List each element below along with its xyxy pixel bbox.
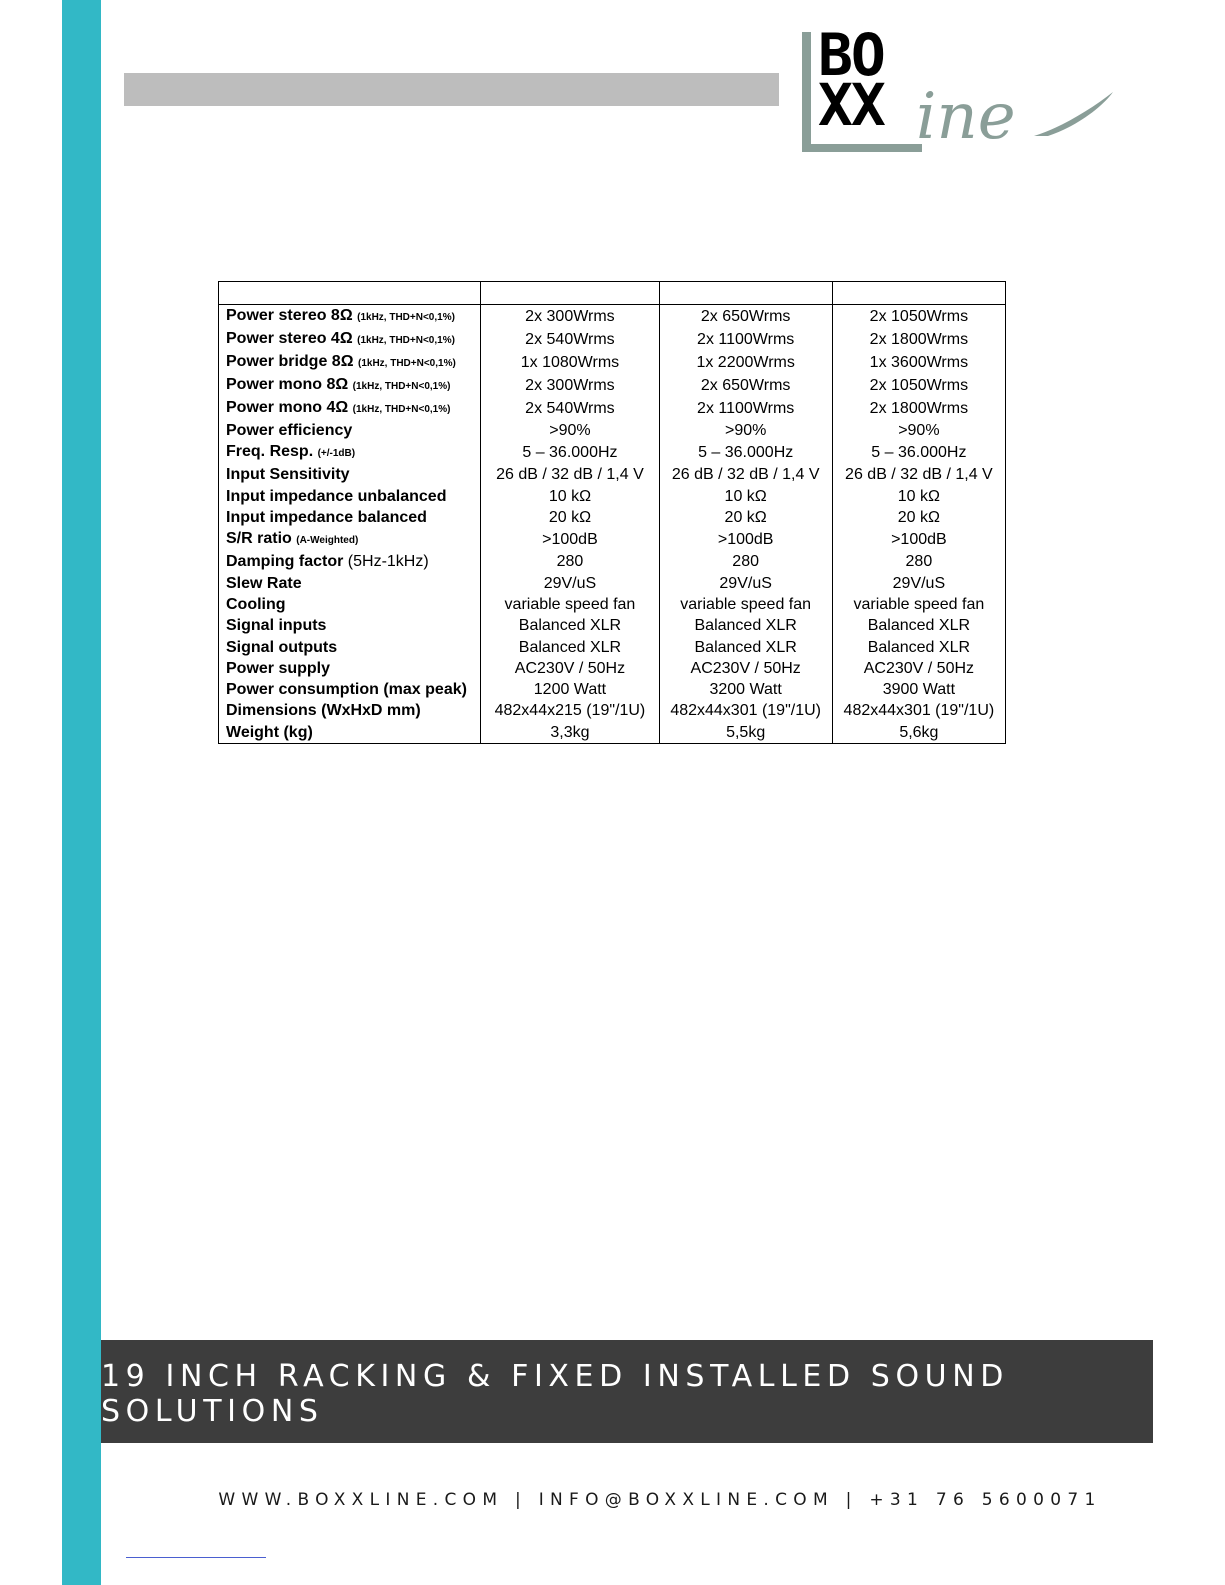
- spec-value: 1x 1080Wrms: [481, 351, 659, 374]
- spec-value: 2x 540Wrms: [481, 328, 659, 351]
- logo-line-2: XX: [818, 71, 884, 139]
- spec-note: (A-Weighted): [296, 535, 359, 547]
- spec-value: 26 dB / 32 dB / 1,4 V: [832, 464, 1005, 485]
- spec-value: 10 kΩ: [659, 486, 832, 507]
- spec-note: (5Hz-1kHz): [347, 553, 429, 571]
- spec-table: [218, 281, 1006, 744]
- spec-label: Weight (kg): [226, 723, 313, 741]
- table-row: [219, 722, 1006, 744]
- spec-label-cell: [219, 420, 481, 441]
- table-row: [219, 464, 1006, 485]
- spec-label: Power efficiency: [226, 422, 353, 440]
- table-row: [219, 328, 1006, 351]
- spec-label: Power mono 4Ω: [226, 399, 349, 416]
- table-row: [219, 572, 1006, 593]
- spec-label-cell: [219, 700, 481, 721]
- spec-value: 5 – 36.000Hz: [481, 441, 659, 464]
- spec-label-cell: [219, 551, 481, 572]
- table-row: [219, 679, 1006, 700]
- spec-value: 280: [832, 551, 1005, 572]
- table-row: [219, 507, 1006, 528]
- spec-value: AC230V / 50Hz: [832, 658, 1005, 679]
- spec-label: Power consumption (max peak): [226, 681, 467, 699]
- spec-value: 280: [659, 551, 832, 572]
- spec-label-cell: [219, 507, 481, 528]
- spec-label: Power stereo 4Ω: [226, 330, 353, 347]
- spec-label: Cooling: [226, 595, 286, 613]
- spec-value: >100dB: [659, 528, 832, 551]
- spec-value: Balanced XLR: [481, 636, 659, 657]
- footer-band: [101, 1340, 1153, 1443]
- spec-label: Freq. Resp.: [226, 443, 314, 461]
- table-row: [219, 551, 1006, 572]
- spec-label: Power supply: [226, 659, 331, 677]
- spec-label-cell: [219, 615, 481, 636]
- spec-note: (1kHz, THD+N<0,1%): [357, 312, 455, 323]
- spec-value: 2x 650Wrms: [659, 305, 832, 329]
- spec-value: 482x44x301 (19"/1U): [832, 700, 1005, 721]
- spec-value: 482x44x301 (19"/1U): [659, 700, 832, 721]
- spec-label: S/R ratio: [226, 530, 292, 548]
- spec-value: >90%: [832, 420, 1005, 441]
- spec-value: 20 kΩ: [659, 507, 832, 528]
- spec-label-cell: [219, 397, 481, 420]
- spec-value: Balanced XLR: [832, 636, 1005, 657]
- spec-value: 2x 650Wrms: [659, 374, 832, 397]
- spec-value: 20 kΩ: [832, 507, 1005, 528]
- header-cell: [481, 282, 659, 305]
- spec-value: AC230V / 50Hz: [659, 658, 832, 679]
- spec-value: 1200 Watt: [481, 679, 659, 700]
- spec-value: 2x 1800Wrms: [832, 328, 1005, 351]
- spec-value: 5 – 36.000Hz: [832, 441, 1005, 464]
- table-row: [219, 528, 1006, 551]
- logo-swash-tail: [1034, 92, 1113, 136]
- table-row: [219, 486, 1006, 507]
- spec-value: 29V/uS: [832, 572, 1005, 593]
- spec-label-cell: [219, 636, 481, 657]
- table-row: [219, 420, 1006, 441]
- spec-value: 2x 540Wrms: [481, 397, 659, 420]
- spec-value: 2x 1050Wrms: [832, 305, 1005, 329]
- logo-script-text: ine: [916, 80, 1016, 154]
- spec-value: >100dB: [832, 528, 1005, 551]
- header-cell: [219, 282, 481, 305]
- footer-tagline: 19 INCH RACKING & FIXED INSTALLED SOUND SOLUTIONS: [101, 1358, 1009, 1429]
- side-accent-bar: [62, 0, 101, 1585]
- table-header-row: [219, 282, 1006, 305]
- spec-note: (1kHz, THD+N<0,1%): [357, 358, 456, 369]
- spec-value: 29V/uS: [659, 572, 832, 593]
- spec-value: 482x44x215 (19"/1U): [481, 700, 659, 721]
- spec-label-cell: [219, 594, 481, 615]
- contact-line: WWW.BOXXLINE.COM | INFO@BOXXLINE.COM | +31 76 5600071: [218, 1490, 1102, 1510]
- table-row: [219, 658, 1006, 679]
- spec-label-cell: [219, 305, 481, 329]
- spec-label-cell: [219, 679, 481, 700]
- spec-label-cell: [219, 528, 481, 551]
- header-cell: [659, 282, 832, 305]
- spec-value: Balanced XLR: [659, 615, 832, 636]
- spec-value: 3200 Watt: [659, 679, 832, 700]
- spec-label: Power bridge 8Ω: [226, 353, 354, 370]
- spec-value: 10 kΩ: [481, 486, 659, 507]
- table-row: [219, 351, 1006, 374]
- spec-label: Dimensions (WxHxD mm): [226, 702, 421, 720]
- table-row: [219, 305, 1006, 329]
- table-row: [219, 397, 1006, 420]
- spec-label-cell: [219, 374, 481, 397]
- spec-value: >100dB: [481, 528, 659, 551]
- table-row: [219, 700, 1006, 721]
- spec-value: 2x 1100Wrms: [659, 397, 832, 420]
- spec-value: 3,3kg: [481, 722, 659, 744]
- spec-label-cell: [219, 464, 481, 485]
- spec-note: (+/-1dB): [317, 448, 356, 460]
- spec-value: 2x 300Wrms: [481, 374, 659, 397]
- header-cell: [832, 282, 1005, 305]
- spec-value: 29V/uS: [481, 572, 659, 593]
- spec-value: 10 kΩ: [832, 486, 1005, 507]
- footer-link-underline: [126, 1557, 266, 1558]
- spec-note: (1kHz, THD+N<0,1%): [352, 381, 451, 392]
- spec-label-cell: [219, 486, 481, 507]
- spec-label-cell: [219, 328, 481, 351]
- table-row: [219, 374, 1006, 397]
- spec-label-cell: [219, 572, 481, 593]
- header-bar: [124, 73, 779, 106]
- spec-label: Signal outputs: [226, 638, 338, 656]
- spec-label-cell: [219, 441, 481, 464]
- spec-value: 3900 Watt: [832, 679, 1005, 700]
- spec-label: Input impedance balanced: [226, 509, 427, 527]
- table-row: [219, 594, 1006, 615]
- spec-value: 1x 3600Wrms: [832, 351, 1005, 374]
- table-row: [219, 615, 1006, 636]
- spec-value: variable speed fan: [481, 594, 659, 615]
- spec-value: 5 – 36.000Hz: [659, 441, 832, 464]
- spec-label: Signal inputs: [226, 617, 327, 635]
- spec-value: variable speed fan: [832, 594, 1005, 615]
- spec-value: >90%: [481, 420, 659, 441]
- spec-label-cell: [219, 351, 481, 374]
- table-row: [219, 636, 1006, 657]
- spec-value: 20 kΩ: [481, 507, 659, 528]
- logo-line-1: BO: [818, 21, 884, 89]
- spec-value: 5,6kg: [832, 722, 1005, 744]
- spec-value: 26 dB / 32 dB / 1,4 V: [659, 464, 832, 485]
- spec-note: (1kHz, THD+N<0,1%): [357, 335, 455, 346]
- spec-label-cell: [219, 722, 481, 744]
- spec-label: Input Sensitivity: [226, 466, 350, 484]
- spec-table-body: [219, 305, 1006, 744]
- spec-value: 2x 1050Wrms: [832, 374, 1005, 397]
- spec-label: Power stereo 8Ω: [226, 307, 353, 324]
- boxxline-logo: [798, 21, 1128, 158]
- spec-value: Balanced XLR: [481, 615, 659, 636]
- spec-value: Balanced XLR: [832, 615, 1005, 636]
- spec-note: (1kHz, THD+N<0,1%): [352, 404, 451, 415]
- spec-value: variable speed fan: [659, 594, 832, 615]
- spec-value: >90%: [659, 420, 832, 441]
- spec-label: Power mono 8Ω: [226, 376, 349, 393]
- table-row: [219, 441, 1006, 464]
- spec-value: Balanced XLR: [659, 636, 832, 657]
- spec-value: 2x 1100Wrms: [659, 328, 832, 351]
- spec-label: Slew Rate: [226, 574, 302, 592]
- spec-label: Input impedance unbalanced: [226, 487, 447, 505]
- spec-label: Damping factor: [226, 553, 344, 571]
- spec-label-cell: [219, 658, 481, 679]
- spec-value: 2x 1800Wrms: [832, 397, 1005, 420]
- spec-value: 2x 300Wrms: [481, 305, 659, 329]
- spec-value: AC230V / 50Hz: [481, 658, 659, 679]
- spec-value: 26 dB / 32 dB / 1,4 V: [481, 464, 659, 485]
- spec-value: 1x 2200Wrms: [659, 351, 832, 374]
- spec-value: 280: [481, 551, 659, 572]
- logo-script-swash: [798, 21, 1128, 158]
- spec-value: 5,5kg: [659, 722, 832, 744]
